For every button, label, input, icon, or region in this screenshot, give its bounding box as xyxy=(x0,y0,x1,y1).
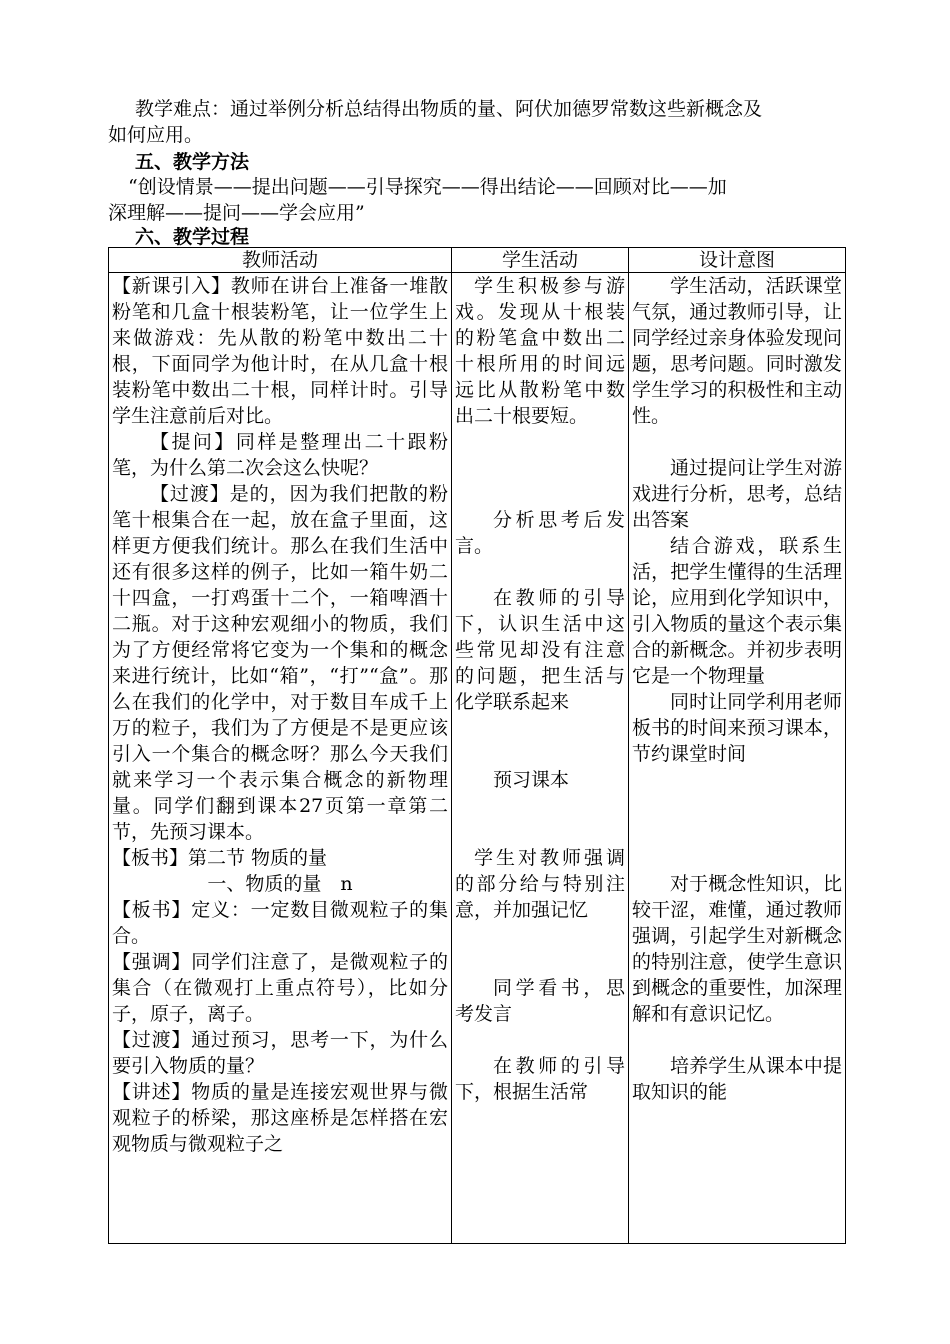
teacher-activity-cell xyxy=(109,273,452,1244)
student-attention: 学生对教师强调的部分给与特别注意，并加强记忆 xyxy=(455,847,625,921)
student-guided: 在教师的引导下，根据生活常 xyxy=(455,1055,625,1103)
spacer xyxy=(632,767,842,871)
design-preview: 同时让同学利用老师板书的时间来预习课本，节约课堂时间 xyxy=(632,691,842,765)
teacher-question: 【提问】同样是整理出二十跟粉笔，为什么第二次会这么快呢？ xyxy=(112,431,448,479)
design-intent-cell xyxy=(629,273,846,1244)
design-emphasis: 对于概念性知识，比较干涩，难懂，通过教师强调，引起学生对新概念的特别注意，使学生意识到概念的重要性，加深理解和有意识记忆。 xyxy=(632,873,842,1025)
table-row xyxy=(109,273,846,1244)
design-activity: 学生活动，活跃课堂气氛，通过教师引导，让同学经过亲身体验发现问题，思考问题。同时激发学生学习的积极性和主动性。 xyxy=(632,275,842,427)
teacher-emphasis: 【强调】同学们注意了，是微观粒子的集合（在微观打上重点符号），比如分子，原子，离子。 xyxy=(112,951,448,1025)
student-reading: 同学看书，思考发言 xyxy=(455,977,625,1025)
teaching-method-line1: “创设情景——提出问题——引导探究——得出结论——回顾对比——加 xyxy=(128,176,727,198)
teacher-board-subtitle: 一、物质的量 n xyxy=(207,873,353,895)
spacer xyxy=(455,793,625,845)
teaching-difficulty-line2: 如何应用。 xyxy=(108,124,204,146)
table-header-row xyxy=(109,248,846,273)
teacher-board-definition: 【板书】定义：一定数目微观粒子的集合。 xyxy=(112,899,448,947)
spacer xyxy=(455,429,625,507)
spacer xyxy=(632,1027,842,1053)
teaching-difficulty-line1: 教学难点：通过举例分析总结得出物质的量、阿伏加德罗常数这些新概念及 xyxy=(135,98,763,120)
teaching-method-line2: 深理解——提问——学会应用” xyxy=(108,202,365,224)
student-discussion: 分析思考后发言。 xyxy=(455,509,625,557)
design-question: 通过提问让学生对游戏进行分析，思考，总结出答案 xyxy=(632,457,842,531)
student-activity-cell xyxy=(452,273,629,1244)
section6-title: 六、教学过程 xyxy=(135,226,250,248)
header-student-activity: 学生活动 xyxy=(452,248,629,273)
student-participation: 学生积极参与游戏。发现从十根装的粉笔盒中数出二十根所用的时间远远比从散粉笔中数出二十根要短。 xyxy=(455,275,625,427)
header-teacher-activity: 教师活动 xyxy=(109,248,452,273)
teacher-explanation: 【讲述】物质的量是连接宏观世界与微观粒子的桥梁，那这座桥是怎样搭在宏观物质与微观粒子之 xyxy=(112,1081,448,1155)
spacer xyxy=(632,429,842,455)
design-concept: 结合游戏，联系生活，把学生懂得的生活理论，应用到化学知识中，引入物质的量这个表示集合的新概念。并初步表明它是一个物理量 xyxy=(632,535,842,687)
spacer xyxy=(455,559,625,585)
student-understanding: 在教师的引导下，认识生活中这些常见却没有注意的问题，把生活与化学联系起来 xyxy=(455,587,625,713)
teacher-intro: 【新课引入】教师在讲台上准备一堆散粉笔和几盒十根装粉笔，让一位学生上来做游戏：先从散的粉笔中数出二十根，下面同学为他计时，在从几盒十根装粉笔中数出二十根，同样计时。引导学生注意前后对比。 xyxy=(112,275,448,427)
spacer xyxy=(455,1027,625,1053)
teacher-board-title: 【板书】第二节 物质的量 xyxy=(112,847,328,869)
teacher-transition: 【过渡】是的，因为我们把散的粉笔十根集合在一起，放在盒子里面，这样更方便我们统计。那么在我们生活中还有很多这样的例子，比如一箱牛奶二十四盒，一打鸡蛋十二个，一箱啤酒十二瓶。对于这种宏观细小的物质，我们为了方便经常将它变为一个集和的概念来进行统计，比如“箱”，“打”“盒”。那么在我们的化学中，对于数目车成千上万的粒子，我们为了方便是不是更应该引入一个集合的概念呀？那么今天我们就来学习一个表示集合概念的新物理量。同学们翻到课本27页第一章第二节，先预习课本。 xyxy=(112,483,448,843)
student-preview: 预习课本 xyxy=(493,769,570,791)
spacer xyxy=(455,923,625,975)
header-design-intent: 设计意图 xyxy=(629,248,846,273)
section5-title: 五、教学方法 xyxy=(135,151,250,173)
spacer xyxy=(455,715,625,767)
teaching-process-table xyxy=(108,247,846,1244)
design-reading: 培养学生从课本中提取知识的能 xyxy=(632,1055,842,1103)
teacher-transition-2: 【过渡】通过预习，思考一下，为什么要引入物质的量？ xyxy=(112,1029,448,1077)
